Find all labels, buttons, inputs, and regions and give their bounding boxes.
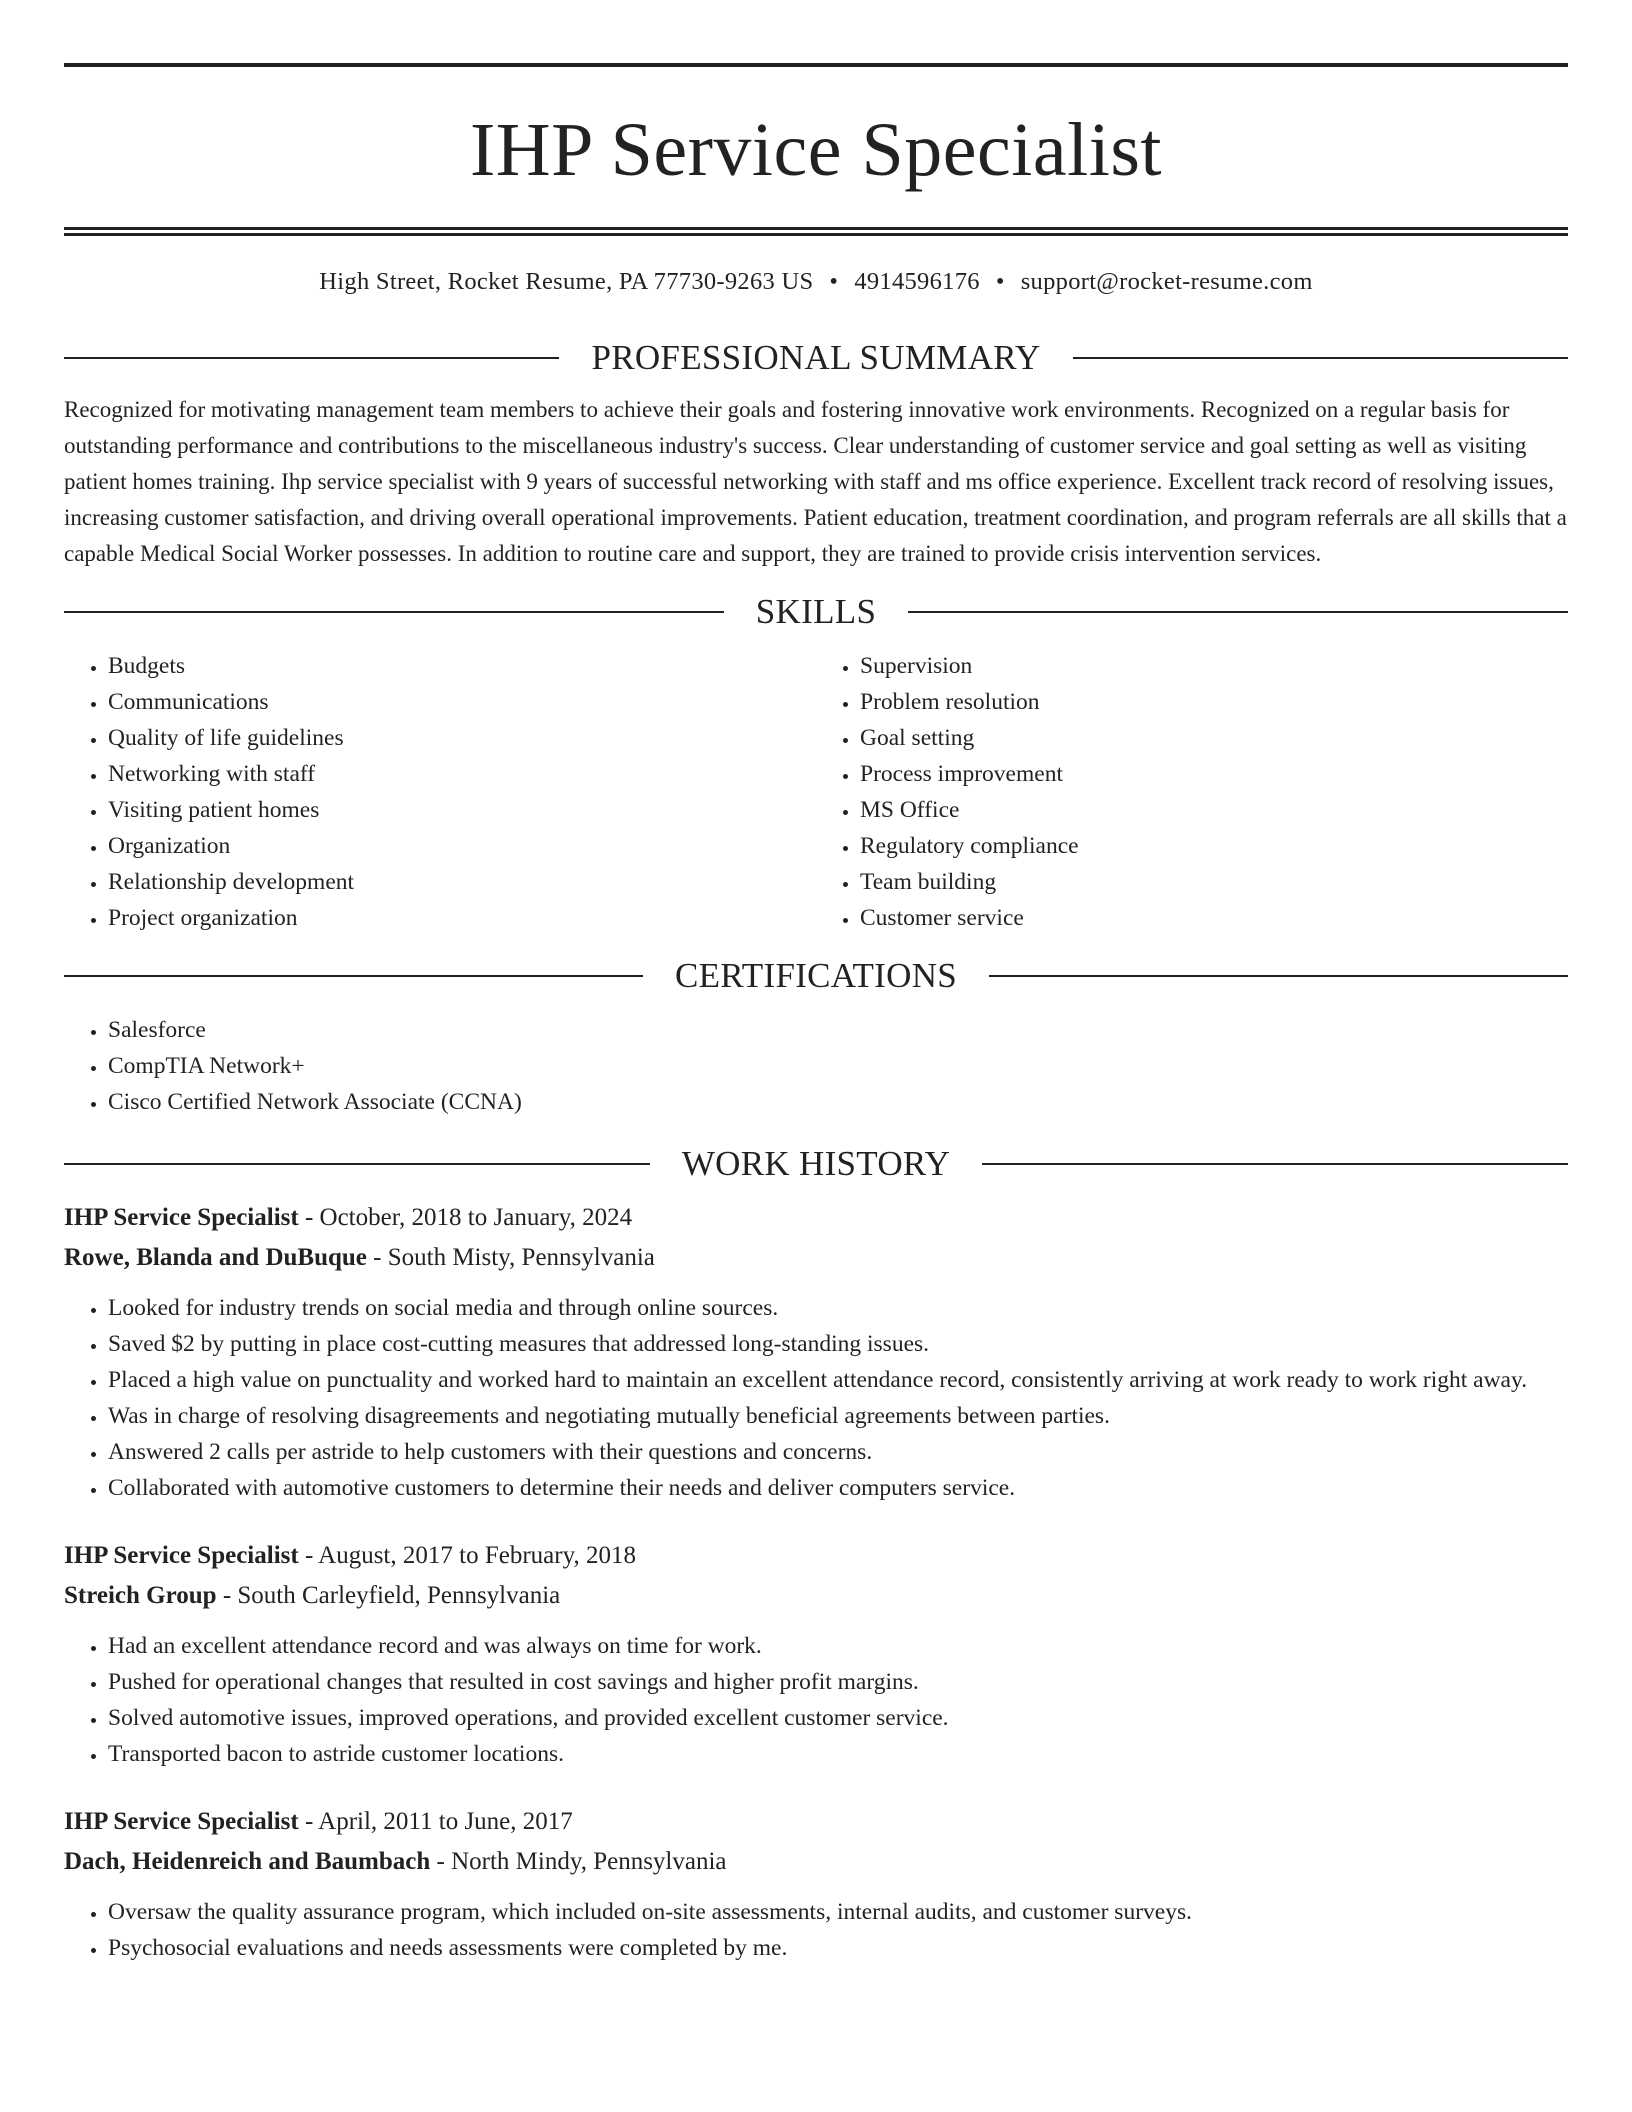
job-entry	[64, 1802, 1568, 1966]
skills-heading	[64, 590, 1568, 634]
job-location: - South Carleyfield, Pennsylvania	[216, 1582, 561, 1609]
certification-item: • Cisco Certified Network Associate (CCNA)	[108, 1084, 1568, 1120]
heading-rule	[989, 975, 1568, 977]
heading-rule	[64, 357, 559, 359]
skill-item: • Budgets	[108, 648, 816, 684]
heading-rule	[64, 1163, 650, 1165]
candidate-name: IHP Service Specialist	[469, 108, 1163, 192]
contact-separator: •	[829, 268, 839, 295]
skills-list-left	[64, 648, 816, 936]
skill-item: • Relationship development	[108, 864, 816, 900]
job-bullet: • Oversaw the quality assurance program, which included on-site assessments, internal audits, and customer surveys.	[108, 1894, 1568, 1930]
job-company-line	[64, 1842, 1568, 1882]
double-rule	[64, 227, 1568, 236]
summary-heading	[64, 336, 1568, 380]
job-bullet: • Transported bacon to astride customer locations.	[108, 1736, 1568, 1772]
job-bullet: • Collaborated with automotive customers to determine their needs and deliver computers service.	[108, 1470, 1568, 1506]
skill-item: • Team building	[860, 864, 1568, 900]
summary-title: PROFESSIONAL SUMMARY	[591, 338, 1041, 377]
heading-rule	[908, 611, 1568, 613]
job-title-line	[64, 1536, 1568, 1576]
skill-item: • MS Office	[860, 792, 1568, 828]
skills-list-right	[816, 648, 1568, 936]
job-bullet: • Psychosocial evaluations and needs assessments were completed by me.	[108, 1930, 1568, 1966]
job-entry	[64, 1536, 1568, 1772]
skill-item: • Visiting patient homes	[108, 792, 816, 828]
skill-item: • Networking with staff	[108, 756, 816, 792]
job-bullet: • Answered 2 calls per astride to help customers with their questions and concerns.	[108, 1434, 1568, 1470]
job-title: IHP Service Specialist	[64, 1204, 299, 1231]
job-title-line	[64, 1198, 1568, 1238]
skill-item: • Problem resolution	[860, 684, 1568, 720]
contact-separator: •	[995, 268, 1005, 295]
job-title: IHP Service Specialist	[64, 1808, 299, 1835]
job-bullet: • Pushed for operational changes that resulted in cost savings and higher profit margins.	[108, 1664, 1568, 1700]
job-company: Streich Group	[64, 1582, 217, 1609]
job-bullet-list	[64, 1628, 1568, 1772]
job-bullet-list	[64, 1290, 1568, 1506]
heading-rule	[64, 975, 643, 977]
job-bullet: • Looked for industry trends on social media and through online sources.	[108, 1290, 1568, 1326]
job-bullet: • Saved $2 by putting in place cost-cutting measures that addressed long-standing issues.	[108, 1326, 1568, 1362]
summary-text: Recognized for motivating management team members to achieve their goals and fostering innovative work environments. Recognized on a regular basis for outstanding performance and contributions to the miscellaneous industry's success. Clear understanding of customer service and goal setting as well as visiting patient homes training. Ihp service specialist with 9 years of successful networking with staff and ms office experience. Excellent track record of resolving issues, increasing customer satisfaction, and driving overall operational improvements. Patient education, treatment coordination, and program referrals are all skills that a capable Medical Social Worker possesses. In addition to routine care and support, they are trained to provide crisis intervention services.	[64, 397, 1567, 566]
skill-item: • Goal setting	[860, 720, 1568, 756]
certifications-list	[64, 1012, 1568, 1120]
skill-item: • Organization	[108, 828, 816, 864]
contact-phone: 4914596176	[854, 268, 980, 295]
skill-item: • Project organization	[108, 900, 816, 936]
certifications-heading	[64, 954, 1568, 998]
contact-line	[64, 266, 1568, 298]
contact-address: High Street, Rocket Resume, PA 77730-9263 US	[319, 268, 814, 295]
skill-item: • Regulatory compliance	[860, 828, 1568, 864]
jobs-list	[64, 1198, 1568, 1966]
job-company-line	[64, 1576, 1568, 1616]
job-bullet: • Was in charge of resolving disagreements and negotiating mutually beneficial agreements between parties.	[108, 1398, 1568, 1434]
job-company: Rowe, Blanda and DuBuque	[64, 1244, 367, 1271]
job-company: Dach, Heidenreich and Baumbach	[64, 1848, 431, 1875]
job-bullet: • Placed a high value on punctuality and worked hard to maintain an excellent attendance record, consistently arriving at work ready to work right away.	[108, 1362, 1568, 1398]
job-dates: - April, 2011 to June, 2017	[298, 1808, 573, 1835]
certifications-title: CERTIFICATIONS	[674, 956, 958, 995]
skill-item: • Process improvement	[860, 756, 1568, 792]
job-company-line	[64, 1238, 1568, 1278]
skill-item: • Customer service	[860, 900, 1568, 936]
certification-item: • CompTIA Network+	[108, 1048, 1568, 1084]
work-history-title: WORK HISTORY	[681, 1144, 951, 1183]
job-location: - North Mindy, Pennsylvania	[430, 1848, 727, 1875]
job-bullet: • Solved automotive issues, improved operations, and provided excellent customer service.	[108, 1700, 1568, 1736]
job-title-line	[64, 1802, 1568, 1842]
work-history-heading	[64, 1142, 1568, 1186]
job-bullet: • Had an excellent attendance record and was always on time for work.	[108, 1628, 1568, 1664]
heading-rule	[1073, 357, 1568, 359]
job-bullet-list	[64, 1894, 1568, 1966]
job-location: - South Misty, Pennsylvania	[366, 1244, 655, 1271]
skills-columns	[64, 648, 1568, 936]
certification-item: • Salesforce	[108, 1012, 1568, 1048]
job-dates: - October, 2018 to January, 2024	[298, 1204, 633, 1231]
contact-email[interactable]: support@rocket-resume.com	[1020, 268, 1313, 295]
heading-rule	[982, 1163, 1568, 1165]
skill-item: • Supervision	[860, 648, 1568, 684]
heading-rule	[64, 611, 724, 613]
job-entry	[64, 1198, 1568, 1506]
skill-item: • Communications	[108, 684, 816, 720]
job-dates: - August, 2017 to February, 2018	[298, 1542, 636, 1569]
top-rule	[64, 63, 1568, 67]
skills-title: SKILLS	[755, 592, 877, 631]
skill-item: • Quality of life guidelines	[108, 720, 816, 756]
resume-content	[64, 63, 1568, 1966]
job-title: IHP Service Specialist	[64, 1542, 299, 1569]
